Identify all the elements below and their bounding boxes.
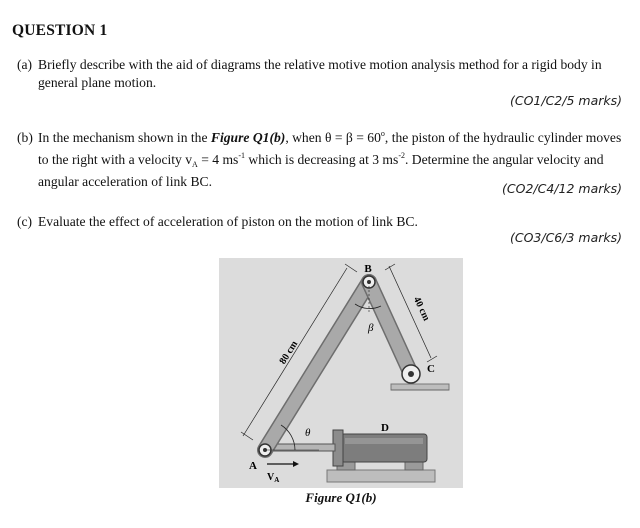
part-b-marks: (CO2/C4/12 marks) [502,181,622,196]
part-a-line2: general plane motion. [38,74,157,90]
figure-caption: Figure Q1(b) [305,490,377,505]
cylinder-base [327,470,435,482]
part-b-text2: , when θ = β = 60 [285,130,381,145]
label-c: C [427,363,435,375]
part-a-line1: Briefly describe with the aid of diagrams the relative motive motion analysis method for a rigid body in [38,57,602,72]
part-b-text4: to the right with a velocity v [38,151,193,167]
part-a-label: (a) [17,57,33,72]
label-beta: β [368,322,374,334]
part-b-text6: which is decreasing at 3 ms [245,151,399,167]
label-40cm: 40 cm [410,295,432,323]
question-title: QUESTION 1 [12,22,108,39]
label-va [267,472,279,484]
part-c-text: Evaluate the effect of acceleration of piston on the motion of link BC. [38,214,418,229]
label-a: A [249,460,257,472]
part-b-text3: , the piston of the hydraulic cylinder moves [384,130,622,145]
mechanism-diagram [219,258,463,488]
part-b-label: (b) [17,130,33,145]
part-c-label: (c) [17,214,33,229]
part-b-text7: . Determine the angular velocity and [404,151,604,167]
mechanism-figure [219,258,463,488]
part-a [17,56,623,91]
part-b-line3: angular acceleration of link BC. [38,174,213,189]
acceleration-exponent: -2 [398,150,405,160]
link-bc [369,282,411,374]
link-ab [265,282,369,450]
part-a-marks: (CO1/C2/5 marks) [509,93,622,108]
figure-reference: Figure Q1(b) [210,130,286,145]
label-theta: θ [305,427,311,439]
velocity-exponent: -1 [238,150,246,160]
degree-sign: o [380,129,385,138]
ground-c [391,384,449,390]
label-va-sub: A [274,476,280,484]
part-b-text1: In the mechanism shown in the [38,130,211,145]
label-d: D [381,422,389,434]
label-80cm: 80 cm [277,339,301,367]
velocity-subscript: A [192,159,198,169]
part-c [17,213,623,231]
part-b-line2 [17,147,623,174]
label-b: B [364,263,372,275]
label-va-main: V [267,472,275,483]
part-b-text5: = 4 ms [197,151,239,167]
part-c-marks: (CO3/C6/3 marks) [509,230,622,245]
